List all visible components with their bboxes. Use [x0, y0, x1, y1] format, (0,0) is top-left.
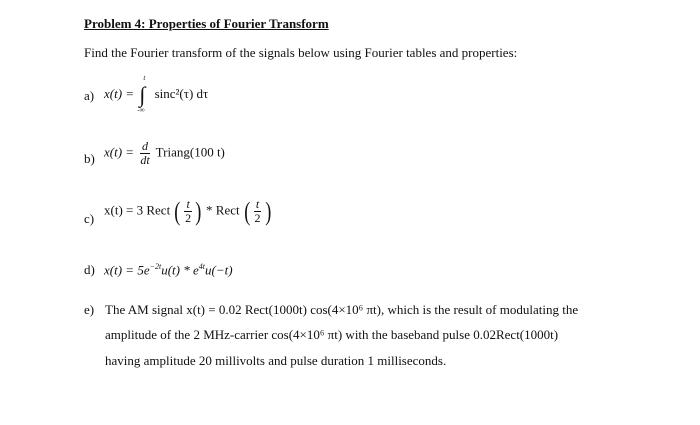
item-d-mid: u(t) * e — [161, 262, 199, 278]
item-a-label: a) — [84, 88, 95, 103]
item-d-label: d) — [84, 262, 95, 277]
item-c-equation — [104, 198, 272, 225]
item-e-line-2: amplitude of the 2 MHz-carrier cos(4×10⁶ πt) with the baseband pulse 0.02Rect(1000t) — [105, 327, 559, 342]
item-d-exp2: 4t — [198, 262, 205, 271]
fraction-denominator: dt — [140, 153, 150, 167]
problem-title: Problem 4: Properties of Fourier Transform — [84, 16, 329, 31]
item-e-line-1: The AM signal x(t) = 0.02 Rect(1000t) cos(4×10⁶ πt), which is the result of modulating the — [105, 302, 579, 317]
derivative-fraction — [138, 140, 151, 167]
item-b-lhs: x(t) = — [104, 144, 135, 160]
item-d-equation — [104, 262, 233, 278]
item-e-line-3: having amplitude 20 millivolts and pulse duration 1 milliseconds. — [105, 353, 447, 368]
fraction-numerator: d — [141, 139, 148, 153]
item-d-tail: u(−t) — [205, 262, 233, 278]
item-c-mid: * Rect — [206, 202, 240, 218]
fraction-2-denominator: 2 — [254, 211, 261, 225]
item-e-label: e) — [84, 302, 95, 317]
item-b-rest: Triang(100 t) — [155, 144, 225, 160]
integral-upper-limit: t — [143, 74, 146, 82]
item-a-lhs: x(t) = — [104, 85, 135, 101]
item-b-label: b) — [84, 151, 95, 166]
paren-group-1: ( $\frac{t}{2}$ ) — [174, 196, 202, 226]
item-d-exp1: −2t — [149, 262, 162, 271]
problem-instructions: Find the Fourier transform of the signals below using Fourier tables and properties: — [84, 45, 518, 60]
fraction-2 — [253, 198, 263, 225]
fraction-1-numerator: t — [186, 197, 190, 211]
paren-group-2: ( $\frac{t}{2}$ ) — [244, 196, 271, 226]
integral-lower-limit: -∞ — [137, 106, 145, 114]
item-a-integrand: sinc²(τ) dτ — [154, 85, 209, 101]
fraction-1 — [183, 198, 193, 225]
item-c-lhs: x(t) = 3 Rect — [104, 202, 171, 218]
item-b-equation — [104, 140, 225, 167]
integral-sign: ∫ t -∞ — [137, 74, 146, 114]
item-a-equation — [104, 74, 209, 114]
item-c-label: c) — [84, 211, 95, 226]
fraction-2-numerator: t — [255, 197, 260, 211]
fraction-1-denominator: 2 — [185, 211, 192, 225]
item-d-expr: x(t) = 5e — [104, 262, 150, 278]
